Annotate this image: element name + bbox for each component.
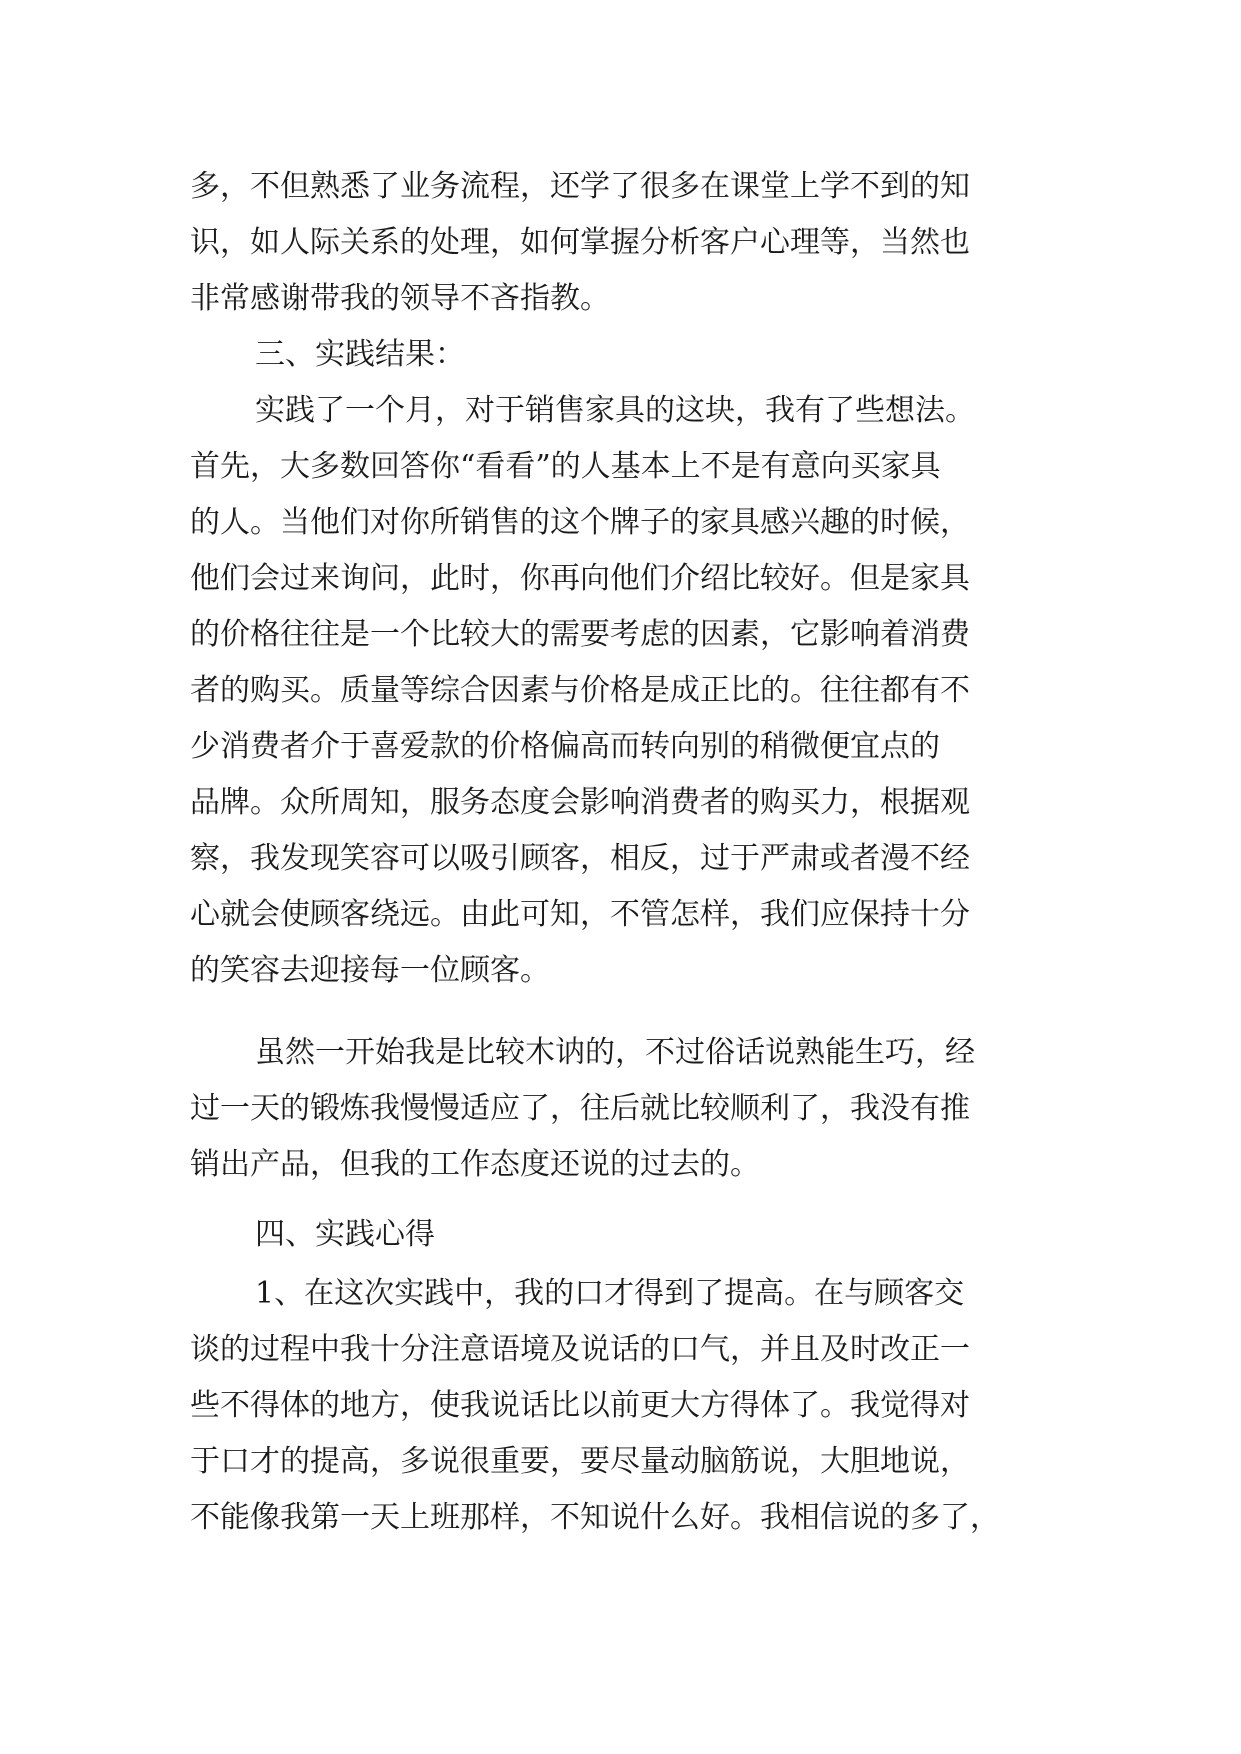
text-line: 谈的过程中我十分注意语境及说话的口气，并且及时改正一 [190,1332,970,1367]
text-line: 虽然一开始我是比较木讷的，不过俗话说熟能生巧，经 [255,1035,975,1070]
text-line: 察，我发现笑容可以吸引顾客，相反，过于严肃或者漫不经 [190,841,970,876]
text-line: 的价格往往是一个比较大的需要考虑的因素，它影响着消费 [190,617,970,652]
text-line: 品牌。众所周知，服务态度会影响消费者的购买力，根据观 [190,785,970,820]
section-heading: 四、实践心得 [255,1217,435,1252]
text-line: 1、在这次实践中，我的口才得到了提高。在与顾客交 [255,1276,965,1311]
text-line: 过一天的锻炼我慢慢适应了，往后就比较顺利了，我没有推 [190,1091,970,1126]
section-heading: 三、实践结果： [255,337,465,372]
text-line: 实践了一个月，对于销售家具的这块，我有了些想法。 [255,393,975,428]
text-line: 的笑容去迎接每一位顾客。 [190,953,550,988]
text-line: 的人。当他们对你所销售的这个牌子的家具感兴趣的时候， [190,505,970,540]
text-line: 少消费者介于喜爱款的价格偏高而转向别的稍微便宜点的 [190,729,940,764]
text-line: 于口才的提高，多说很重要，要尽量动脑筋说，大胆地说， [190,1444,970,1479]
text-line: 不能像我第一天上班那样，不知说什么好。我相信说的多了， [190,1500,1000,1535]
text-line: 销出产品，但我的工作态度还说的过去的。 [190,1147,760,1182]
text-line: 首先，大多数回答你“看看”的人基本上不是有意向买家具 [190,449,941,484]
text-line: 他们会过来询问，此时，你再向他们介绍比较好。但是家具 [190,561,970,596]
text-line: 些不得体的地方，使我说话比以前更大方得体了。我觉得对 [190,1388,970,1423]
text-line: 心就会使顾客绕远。由此可知，不管怎样，我们应保持十分 [190,897,970,932]
text-line: 识，如人际关系的处理，如何掌握分析客户心理等，当然也 [190,225,970,260]
text-line: 非常感谢带我的领导不吝指教。 [190,281,610,316]
text-line: 多，不但熟悉了业务流程，还学了很多在课堂上学不到的知 [190,169,970,204]
text-line: 者的购买。质量等综合因素与价格是成正比的。往往都有不 [190,673,970,708]
